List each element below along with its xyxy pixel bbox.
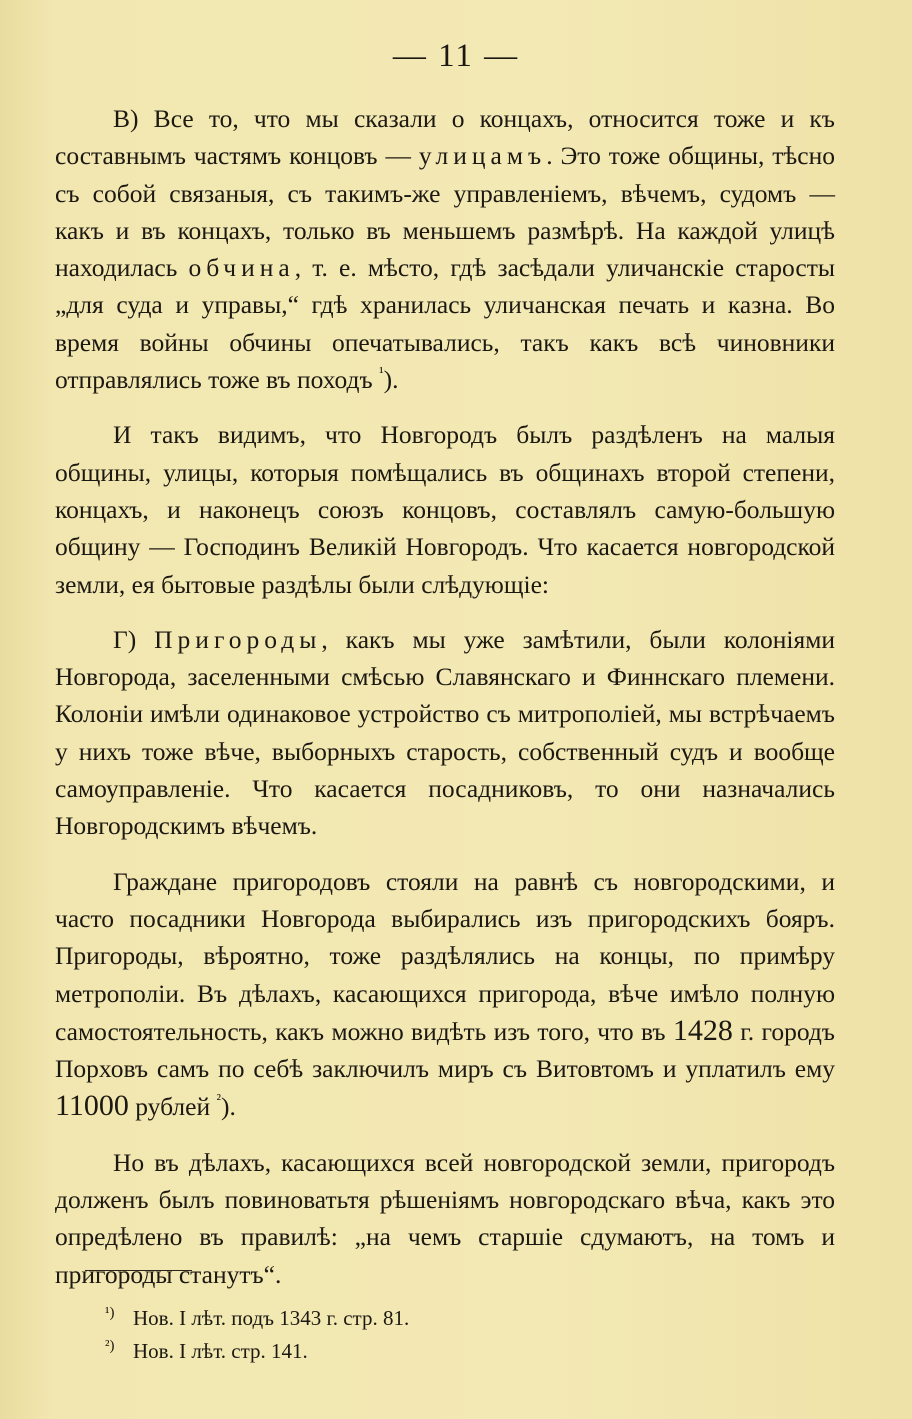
footnote-mark: ²) — [105, 1338, 115, 1354]
paragraph-summary — [55, 416, 835, 602]
footnote-1 — [105, 1302, 733, 1335]
body-text — [55, 100, 835, 1293]
text-run: ). — [383, 365, 399, 395]
spaced-term: улицамъ — [418, 141, 547, 171]
footnote-2 — [105, 1335, 733, 1368]
text-run: Г) — [113, 624, 155, 654]
footnote-mark: ¹) — [105, 1305, 115, 1321]
text-run: И такъ видимъ, что Новгородъ былъ раздѣленъ на малыя общины, улицы, которыя помѣщались въ общинахъ второй степени, концахъ, и наконецъ союзъ концовъ, составлялъ самую-большую общину — Господинъ Великій Новгородъ. Что касается новгородской земли, ея бытовые раздѣлы были слѣдующіе: — [55, 420, 835, 599]
text-run: Но въ дѣлахъ, касающихся всей новгородской земли, пригородъ долженъ былъ повиноватьтя рѣшеніямъ новгородскаго вѣча, какъ это опредѣлено въ правилѣ: „на чемъ старшіе сдумаютъ, на томъ и пригороды станутъ“. — [55, 1147, 835, 1289]
footnotes — [105, 1302, 733, 1368]
footnote-text: Нов. I лѣт. подъ 1343 г. стр. 81. — [133, 1306, 410, 1330]
text-run: рублей — [128, 1092, 217, 1122]
spaced-term: обчина — [188, 253, 295, 283]
text-run: 11000 — [55, 1089, 129, 1123]
paragraph-v-ulitsy — [55, 100, 835, 398]
text-run: , какъ мы уже замѣтили, были колоніями Новгорода, заселенными смѣсью Славянскаго и Финнскаго племени. Колоніи имѣли одинаковое устройство съ митрополіей, мы встрѣчаемъ у нихъ тоже вѣче, выборныхъ старость, собственный судъ и вообще самоуправленіе. Что касается посадниковъ, то они назначались Новгородскимъ вѣчемъ. — [55, 624, 836, 841]
footnote-divider — [85, 1270, 192, 1271]
page-number: — 11 — — [392, 38, 520, 74]
spaced-term: Пригороды — [154, 624, 322, 654]
footnote-text: Нов. I лѣт. стр. 141. — [133, 1339, 308, 1363]
text-run: 1428 — [672, 1013, 733, 1047]
footnote-ref: ² — [216, 1092, 221, 1109]
text-run: ). — [221, 1092, 236, 1122]
paragraph-g-prigorody — [55, 621, 835, 845]
paragraph-citizens — [55, 863, 835, 1126]
footnote-ref: ¹ — [379, 365, 384, 382]
text-run: Граждане пригородовъ стояли на равнѣ съ новгородскими, и часто посадники Новгорода выбирались изъ пригородскихъ бояръ. Пригороды, вѣроятно, тоже раздѣлялись на концы, по примѣру метрополіи. Въ дѣлахъ, касающихся пригорода, вѣче имѣло полную самостоятельность, какъ можно видѣть изъ того, что въ — [55, 866, 835, 1046]
text-run: . Это тоже общины, тѣсно съ собой связаныя, съ такимъ-же управленіемъ, вѣчемъ, судомъ — какъ и въ концахъ, только въ меньшемъ размѣрѣ. На каждой улицѣ находилась — [55, 141, 835, 283]
text-run: В) Все то, что мы сказали о концахъ, относится тоже и къ составнымъ частямъ концовъ — — [55, 104, 835, 171]
text-run: , т. е. мѣсто, гдѣ засѣдали уличанскіе старосты „для суда и управы,“ гдѣ хранилась уличанская печать и казна. Во время войны обчины опечатывались, такъ какъ всѣ чиновники отправлялись тоже въ походъ — [55, 253, 836, 395]
text-run: г. городъ Порховъ самъ по себѣ заключилъ миръ съ Витовтомъ и уплатилъ ему — [55, 1016, 835, 1084]
